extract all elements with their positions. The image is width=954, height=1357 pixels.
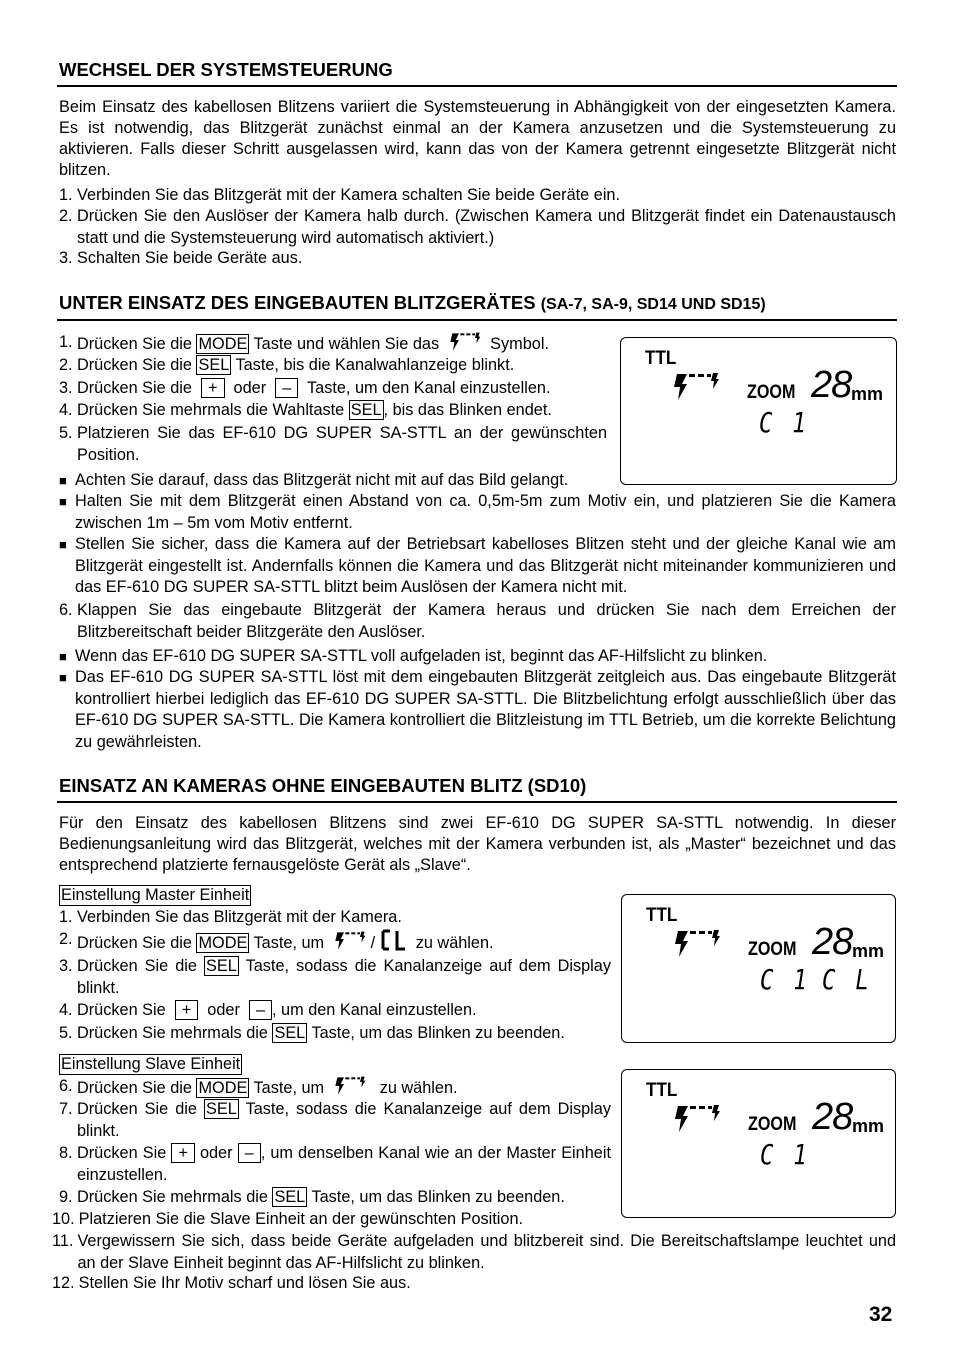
- step-text: [77, 1231, 901, 1274]
- text-segment: Taste, um den Kanal einzustellen.: [298, 379, 551, 397]
- lcd-channel: C 1: [760, 963, 811, 996]
- text-segment: Platzieren Sie die Slave Einheit an der gewünschten Position.: [78, 1210, 524, 1228]
- text-segment: Schalten Sie beide Geräte aus.: [77, 249, 303, 267]
- key-label: –: [238, 1143, 261, 1163]
- step-text: [79, 1273, 896, 1295]
- lcd-display-slave: [621, 1069, 896, 1218]
- step-number: 3.: [59, 957, 73, 975]
- key-label: –: [249, 1000, 272, 1020]
- step: [59, 400, 607, 422]
- step-text: [77, 355, 607, 377]
- step-number: 5.: [59, 1024, 73, 1042]
- key-label: SEL: [274, 1188, 306, 1206]
- wireless-flash-icon: [671, 372, 721, 407]
- text-segment: Drücken Sie die: [77, 957, 205, 975]
- step-text: [77, 206, 901, 249]
- text-segment: /: [370, 934, 376, 952]
- wireless-flash-icon: [333, 931, 367, 958]
- step-text: [77, 378, 607, 400]
- step-number: 1.: [59, 186, 73, 204]
- text-segment: Taste, bis die Kanalwahlanzeige blinkt.: [231, 356, 515, 374]
- text-segment: Drücken Sie mehrmals die: [77, 1188, 273, 1206]
- step: [59, 423, 612, 466]
- bullet-icon: ■: [59, 670, 67, 685]
- lcd-unit: mm: [851, 384, 884, 404]
- step: [59, 1187, 611, 1209]
- wireless-flash-icon: [672, 929, 722, 964]
- bullet-note: [59, 534, 896, 599]
- step: [59, 185, 896, 207]
- key-label: SEL: [206, 957, 237, 975]
- divider: [57, 319, 897, 321]
- text-segment: zu wählen.: [370, 1079, 458, 1097]
- text-segment: Drücken Sie die: [77, 1079, 197, 1097]
- step-text: [77, 248, 896, 270]
- note-text: Das EF-610 DG SUPER SA-STTL löst mit dem eingebauten Blitzgerät zeitgleich aus. Das eingebaute Blitzgerät kontrolliert hierbei lediglich das EF-610 DG SUPER SA-STTL. Die Blitzbelichtung erfolgt ausschließlich über das EF-610 DG SUPER SA-STTL. Die Kamera kontrolliert die Blitzleistung im TTL Betrieb, um die korrekte Belichtung zu gewährleisten.: [75, 668, 896, 751]
- step-number: 4.: [59, 401, 73, 419]
- lcd-zoom-label: ZOOM: [748, 1114, 797, 1135]
- text-segment: Drücken Sie: [77, 1144, 172, 1162]
- step-number: 6.: [59, 1077, 73, 1095]
- heading-models: (SA-7, SA-9, SD14 UND SD15): [540, 296, 766, 313]
- step-number: 8.: [59, 1144, 73, 1162]
- note-text: Halten Sie mit dem Blitzgerät einen Abstand von ca. 0,5m-5m zum Motiv ein, und platzieren Sie die Kamera zwischen 1m – 5m vom Motiv entfernt.: [75, 492, 896, 532]
- step: [59, 1023, 611, 1045]
- note-text: Achten Sie darauf, dass das Blitzgerät nicht mit auf das Bild gelangt.: [75, 471, 569, 489]
- step-number: 2.: [59, 356, 73, 374]
- text-segment: Symbol.: [485, 335, 549, 353]
- step-text: [77, 956, 616, 999]
- step-number: 1.: [59, 333, 73, 351]
- text-segment: Drücken Sie die: [77, 379, 201, 397]
- heading-text: UNTER EINSATZ DES EINGEBAUTEN BLITZGERÄTES: [59, 292, 536, 313]
- note-text: Stellen Sie sicher, dass die Kamera auf der Betriebsart kabelloses Blitzen steht und der gleiche Kanal wie am Blitzgerät eingestellt ist. Andernfalls können die Kamera und das Blitzgerät nicht miteinander kommunizieren und das EF-610 DG SUPER SA-STTL blitzt beim Auslösen der Kamera nicht mit.: [75, 535, 896, 596]
- text-segment: Taste, um: [249, 934, 329, 952]
- text-segment: Taste, sodass die Kanalanzeige auf dem Display blinkt.: [77, 957, 616, 997]
- step-text: [77, 1023, 611, 1045]
- text-segment: zu wählen.: [411, 934, 494, 952]
- step-number: 5.: [59, 424, 73, 442]
- key-label: –: [275, 378, 298, 398]
- slave-setup-label: Einstellung Slave Einheit: [61, 1055, 241, 1073]
- text-segment: Drücken Sie mehrmals die: [77, 1024, 273, 1042]
- text-segment: Vergewissern Sie sich, dass beide Geräte aufgeladen und blitzbereit sind. Die Bereitschaftslampe leuchtet und an der Slave Einheit beginnt das AF-Hilfslicht zu blinken.: [77, 1232, 901, 1272]
- step-number: 12.: [52, 1274, 75, 1292]
- key-label: MODE: [198, 1079, 248, 1097]
- bullet-note: [59, 491, 896, 534]
- step-text: [77, 423, 612, 466]
- step: [59, 1000, 611, 1022]
- lcd-mode: TTL: [646, 1080, 678, 1101]
- step-text: [77, 600, 901, 643]
- step: [52, 1209, 604, 1231]
- section-heading: [59, 292, 766, 314]
- section-heading: WECHSEL DER SYSTEMSTEUERUNG: [59, 59, 393, 80]
- step-text: [77, 929, 611, 958]
- text-segment: Drücken Sie die: [77, 335, 197, 353]
- text-segment: Taste und wählen Sie das: [249, 335, 444, 353]
- bullet-icon: ■: [59, 494, 67, 509]
- step: [52, 1273, 896, 1295]
- lcd-mode: TTL: [645, 348, 677, 369]
- step: [59, 1143, 616, 1186]
- text-segment: Taste, um: [249, 1079, 329, 1097]
- key-label: SEL: [274, 1024, 306, 1042]
- step-number: 4.: [59, 1001, 73, 1019]
- key-label: SEL: [206, 1100, 237, 1118]
- step-number: 1.: [59, 908, 73, 926]
- step-text: [77, 400, 607, 422]
- lcd-channel-master: C L: [822, 963, 873, 996]
- step: [59, 248, 896, 270]
- step-number: 2.: [59, 207, 73, 225]
- step-number: 10.: [52, 1210, 75, 1228]
- step-number: 7.: [59, 1100, 73, 1118]
- step-text: [77, 1099, 616, 1142]
- note-text: Wenn das EF-610 DG SUPER SA-STTL voll aufgeladen ist, beginnt das AF-Hilfslicht zu blinken.: [75, 647, 768, 665]
- step-number: 2.: [59, 930, 73, 948]
- bullet-icon: ■: [59, 537, 67, 552]
- divider: [57, 85, 897, 87]
- text-segment: oder: [194, 1144, 238, 1162]
- lcd-display: [620, 337, 897, 485]
- key-label: SEL: [350, 401, 382, 419]
- step-text: [79, 1209, 604, 1231]
- text-segment: Drücken Sie den Auslöser der Kamera halb durch. (Zwischen Kamera und Blitzgerät findet ein Datenaustausch statt und die Systemsteuerung wird automatisch aktiviert.): [77, 207, 901, 247]
- step: [59, 929, 611, 958]
- intro-paragraph: Beim Einsatz des kabellosen Blitzens variiert die Systemsteuerung in Abhängigkeit von der eingesetzten Kamera. Es ist notwendig, das Blitzgerät zunächst einmal an der Kamera anzusetzen und die Systemsteuerung zu aktivieren. Falls dieser Schritt ausgelassen wird, kann das von der Kamera getrennt eingesetzte Blitzgerät nicht blitzen.: [59, 98, 896, 179]
- text-segment: Verbinden Sie das Blitzgerät mit der Kamera.: [77, 908, 402, 926]
- lcd-channel: C 1: [760, 1138, 811, 1171]
- text-segment: Klappen Sie das eingebaute Blitzgerät der Kamera heraus und drücken Sie nach dem Erreichen der Blitzbereitschaft beider Blitzgeräte den Auslöser.: [77, 601, 901, 641]
- divider: [57, 801, 897, 803]
- text-segment: Drücken Sie die: [77, 1100, 205, 1118]
- step: [52, 1231, 901, 1274]
- bullet-note: [59, 470, 607, 492]
- text-segment: Drücken Sie: [77, 1001, 175, 1019]
- text-segment: , um denselben Kanal wie an der Master Einheit einzustellen.: [77, 1144, 616, 1184]
- text-segment: Verbinden Sie das Blitzgerät mit der Kamera schalten Sie beide Geräte ein.: [77, 186, 621, 204]
- key-label: +: [201, 378, 225, 398]
- bullet-icon: ■: [59, 473, 67, 488]
- step-text: [77, 1000, 611, 1022]
- step: [59, 378, 607, 400]
- step-text: [77, 907, 611, 929]
- bullet-note: [59, 667, 896, 753]
- step-number: 6.: [59, 601, 73, 619]
- lcd-unit: mm: [852, 941, 885, 961]
- wireless-flash-icon: [672, 1104, 722, 1139]
- text-segment: Drücken Sie die: [77, 356, 197, 374]
- lcd-unit: mm: [852, 1116, 885, 1136]
- step-text: [77, 1187, 611, 1209]
- key-label: SEL: [198, 356, 230, 374]
- bullet-icon: ■: [59, 649, 67, 664]
- text-segment: , um den Kanal einzustellen.: [272, 1001, 477, 1019]
- step-text: [77, 185, 896, 207]
- step: [59, 355, 607, 377]
- page-number: 32: [869, 1303, 893, 1326]
- key-label: MODE: [198, 934, 248, 952]
- key-label: +: [171, 1143, 195, 1163]
- text-segment: Platzieren Sie das EF-610 DG SUPER SA-STTL an der gewünschten Position.: [77, 424, 612, 464]
- step-number: 9.: [59, 1188, 73, 1206]
- text-segment: Drücken Sie die: [77, 934, 197, 952]
- step: [59, 206, 901, 249]
- step-text: [77, 1143, 616, 1186]
- text-segment: oder: [224, 379, 276, 397]
- lcd-zoom-value: 28: [812, 921, 853, 963]
- lcd-zoom-value: 28: [811, 364, 852, 406]
- section-heading: EINSATZ AN KAMERAS OHNE EINGEBAUTEN BLITZ (SD10): [59, 775, 587, 796]
- intro-paragraph: Für den Einsatz des kabellosen Blitzens sind zwei EF-610 DG SUPER SA-STTL notwendig. In dieser Bedienungsanleitung wird das Blitzgerät, welches mit der Kamera verbunden ist, als „Master“ bezeichnet und das entsprechend platzierte fernausgelöste Gerät als „Slave“.: [59, 814, 896, 874]
- text-segment: Stellen Sie Ihr Motiv scharf und lösen Sie aus.: [78, 1274, 411, 1292]
- step-number: 3.: [59, 379, 73, 397]
- lcd-zoom-value: 28: [812, 1096, 853, 1138]
- lcd-zoom-label: ZOOM: [747, 382, 796, 403]
- text-segment: , bis das Blinken endet.: [383, 401, 552, 419]
- step-number: 11.: [52, 1232, 74, 1250]
- channel-cl-icon: [379, 929, 407, 958]
- text-segment: Taste, um das Blinken zu beenden.: [307, 1188, 565, 1206]
- step-number: 3.: [59, 249, 73, 267]
- bullet-note: [59, 646, 896, 668]
- key-label: MODE: [198, 335, 248, 353]
- key-label: +: [175, 1000, 199, 1020]
- text-segment: oder: [198, 1001, 249, 1019]
- text-segment: Drücken Sie mehrmals die Wahltaste: [77, 401, 349, 419]
- text-segment: Taste, sodass die Kanalanzeige auf dem Display blinkt.: [77, 1100, 616, 1140]
- lcd-channel: C 1: [759, 406, 810, 439]
- step: [59, 600, 901, 643]
- step: [59, 907, 611, 929]
- text-segment: Taste, um das Blinken zu beenden.: [307, 1024, 565, 1042]
- step: [59, 1099, 616, 1142]
- step: [59, 956, 616, 999]
- lcd-zoom-label: ZOOM: [748, 939, 797, 960]
- lcd-display-master: [621, 894, 896, 1043]
- master-setup-label: Einstellung Master Einheit: [61, 886, 250, 904]
- lcd-mode: TTL: [646, 905, 678, 926]
